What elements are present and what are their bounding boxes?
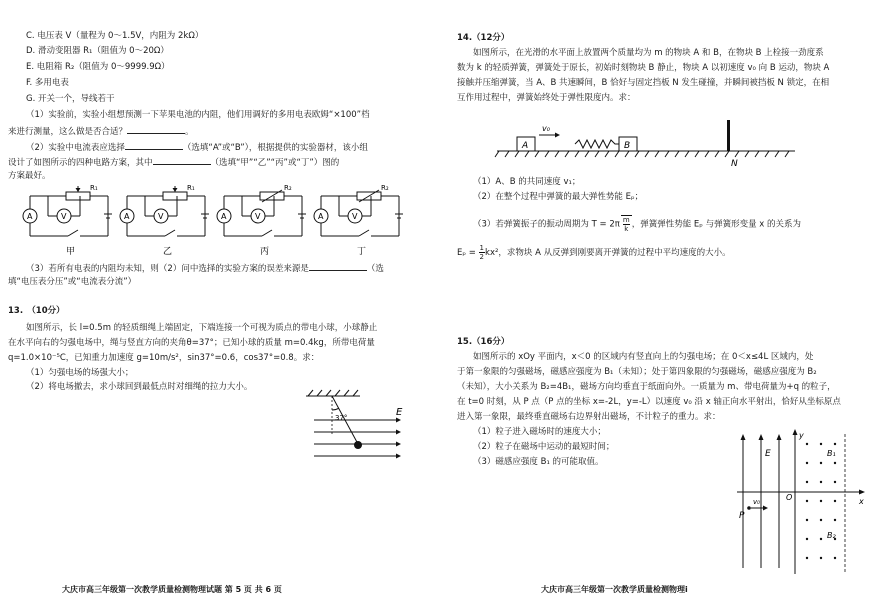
barrier-n-label: N [731,159,738,169]
q14-sub3-text-c: Eₚ = [457,248,479,258]
velocity-arrowhead [555,133,560,138]
q12-2-line1 [26,141,368,154]
field-dot [806,538,808,540]
q12-1-end: 。 [185,127,194,137]
switch [262,230,272,236]
voltmeter-label: V [352,212,358,221]
charged-ball [354,441,362,449]
angle-arc [332,408,339,410]
slider-arrow [173,188,178,192]
q15-sub3: （3）磁感应强度 B₁ 的可能取值。 [473,457,604,467]
ceiling-hatching [308,390,358,396]
circuit-1 [23,184,112,257]
q12-3-text-b: （选 [366,264,384,274]
magnetic-field-dots [806,443,836,559]
origin-label: O [786,493,793,502]
q13-line1: 如图所示，长 l=0.5m 的轻质细绳上端固定，下端连接一个可视为质点的带电小球，小球静止 [26,323,378,333]
field-label-e: E [396,407,403,418]
q14-heading: 14.（12分） [457,33,510,43]
field-dot [820,500,822,502]
field-dot [806,519,808,521]
option-f: F. 多用电表 [26,78,69,88]
particle-p-label: P [739,511,745,521]
q15-sub1: （1）粒子进入磁场时的速度大小； [473,427,606,437]
field-dot [820,519,822,521]
sqrt-num: m [622,216,630,224]
q13-line2: 在水平向右的匀强电场中，绳与竖直方向的夹角θ=37°；已知小球的质量 m=0.4kg，所带电荷量 [8,338,375,348]
slider-arrow [76,188,81,192]
q14-sub3-line1 [473,215,801,233]
block-b-label: B [624,141,631,151]
sqrt-den: k [624,225,629,233]
particle-p [747,506,751,510]
voltmeter-label: V [158,212,164,221]
field-lines [314,418,401,459]
half-num: 1 [479,244,485,252]
q14-sub3-text-b: ，弹簧弹性势能 Eₚ 与弹簧形变量 x 的关系为 [631,219,802,230]
q14-sub2: （2）在整个过程中弹簧的最大弹性势能 Eₚ； [473,192,644,202]
switch [165,230,175,236]
x-axis-arrow [859,490,865,495]
field-label-e: E [765,449,771,459]
ammeter-label: A [318,212,324,221]
y-axis-label: y [799,431,804,440]
particle-velocity-label: v₀ [753,498,760,506]
particle-velocity-arrowhead [763,506,768,511]
q15-line5: 进入第一象限，最终垂直磁场右边界射出磁场，不计粒子的重力。求： [457,412,721,422]
pendulum-figure [300,390,415,465]
voltmeter-label: V [61,212,67,221]
switch [359,230,369,236]
q14-sub3-text-a: （3）若弹簧振子的振动周期为 T = 2π [473,219,620,230]
b2-label: B₂ [827,531,836,540]
left-footer: 大庆市高三年级第一次教学质量检测物理试题 第 5 页 共 6 页 [62,585,282,594]
q12-1-text: 来进行测量，这么做是否合适？ [8,127,128,137]
q13-line3: q=1.0×10⁻⁵C，已知重力加速度 g=10m/s²，sin37°=0.6，cos37°=0.8。求： [8,353,320,363]
angle-label: 37° [335,414,348,422]
q12-2-text-d: （选填“甲”“乙”“丙”或“丁”）图的 [210,158,340,168]
q15-line4: 在 t=0 时刻，从 P 点（P 点的坐标 x=-2L，y=-L）以速度 v₀ 沿 x 轴正向水平射出，恰好从坐标原点 [457,397,841,407]
circuit-label: 丙 [260,247,270,257]
option-c: C. 电压表 V（量程为 0～1.5V，内阻为 2kΩ） [26,31,204,41]
field-dot [806,500,808,502]
resistor-label: R₂ [284,184,292,192]
q12-3-text-a: （3）若所有电表的内阻均未知，则（2）问中选择的实验方案的误差来源是 [26,264,309,274]
q13-sub1: （1）匀强电场的场强大小； [26,368,134,378]
q12-2-line3: 方案最好。 [8,171,51,181]
q12-1-line1: （1）实验前，实验小组想预测一下苹果电池的内阻，他们用调好的多用电表欧姆“×100”档 [26,110,370,120]
field-dot [806,481,808,483]
q13-heading: 13. （10分） [8,306,65,316]
spring-block-figure [495,115,805,170]
circuit-label: 丁 [357,247,367,257]
q14-line2: 数为 k 的轻质弹簧，弹簧处于原长，初始时刻物块 B 静止，物块 A 以初速度 v₀ 向 B 运动，物块 A [457,63,830,73]
q12-2-text-a: （2）实验中电流表应选择 [26,143,125,153]
field-dot [834,519,836,521]
q15-heading: 15.（16分） [457,337,510,347]
q12-3-line2: 填“电压表分压”或“电流表分流”） [8,277,137,287]
option-e: E. 电阻箱 R₂（阻值为 0～9999.9Ω） [26,62,170,72]
resistor [163,192,187,200]
circuit-3 [217,184,306,257]
field-dot [820,538,822,540]
option-g: G. 开关一个，导线若干 [26,94,115,104]
q15-line2: 于第一象限的匀强磁场，磁感应强度为 B₁（未知）；处于第四象限的匀强磁场，磁感应强度为 B₂ [457,367,817,377]
electric-field-lines [741,434,782,568]
ammeter-label: A [124,212,130,221]
y-axis-arrow [793,429,798,435]
q12-2-scheme-blank[interactable] [153,156,211,165]
voltmeter-label: V [255,212,261,221]
q14-sub1: （1）A、B 的共同速度 v₁； [473,177,581,187]
field-dot [834,443,836,445]
resistor-label: R₁ [187,184,195,192]
q14-line3: 接触并压缩弹簧，当 A、B 共速瞬间，B 恰好与固定挡板 N 发生碰撞，并瞬间被挡板 N 锁定，在相 [457,78,830,88]
field-dot [806,557,808,559]
q12-3-error-blank[interactable] [309,262,367,271]
q12-2-text-b: （选填“A”或“B”），根据提供的实验器材，该小组 [182,143,368,153]
field-dot [806,462,808,464]
field-dot [806,443,808,445]
velocity-label: v₀ [542,124,550,133]
right-footer: 大庆市高三年级第一次教学质量检测物理i [541,585,688,594]
q14-line4: 互作用过程中，弹簧始终处于弹性限度内。求： [457,93,636,103]
q12-2-text-c: 设计了如图所示的四种电路方案，其中 [8,158,153,168]
block-a-label: A [522,141,529,151]
q12-3-line1 [26,262,384,275]
q15-sub2: （2）粒子在磁场中运动的最短时间； [473,442,615,452]
q12-2-line2 [8,156,339,169]
field-dot [820,481,822,483]
spring [575,140,619,148]
half-den: 2 [479,253,485,261]
field-dot [820,462,822,464]
field-dot [834,462,836,464]
field-dot [834,557,836,559]
field-dot [834,500,836,502]
q12-1-line2 [8,125,194,138]
resistor [66,192,90,200]
switch [68,230,78,236]
q14-line1: 如图所示，在光滑的水平面上放置两个质量均为 m 的物块 A 和 B，在物块 B 上栓接一劲度系 [473,48,824,58]
circuit-label: 乙 [163,247,173,257]
q14-sub3-text-d: kx²，求物块 A 从反弹到刚要离开弹簧的过程中平均速度的大小。 [485,248,731,258]
ammeter-label: A [27,212,33,221]
q13-sub2: （2）将电场撤去，求小球回到最低点时对细绳的拉力大小。 [26,382,253,392]
q12-1-answer-blank[interactable] [127,125,185,134]
q12-2-ammeter-blank[interactable] [125,141,183,150]
circuit-2 [120,184,209,257]
field-dot [820,557,822,559]
q15-line3: （未知），大小关系为 B₂=4B₁，磁场方向均垂直于纸面向外。一质量为 m、带电荷量为+q 的粒子， [457,382,836,392]
b1-label: B₁ [827,449,836,458]
field-dot [820,443,822,445]
resistor-label: R₂ [381,184,389,192]
option-d: D. 滑动变阻器 R₁（阻值为 0～20Ω） [26,46,169,56]
x-axis-label: x [859,497,864,506]
circuit-diagrams [0,180,435,258]
q15-line1: 如图所示的 xOy 平面内，x＜0 的区域内有竖直向上的匀强电场；在 0＜x≤4L 区域内，处 [473,352,814,362]
ground-hatching [495,151,789,157]
circuit-4 [314,184,403,257]
q14-sub3-line2 [457,244,731,261]
field-dot [834,481,836,483]
resistor-label: R₁ [90,184,98,192]
barrier-n [727,120,730,151]
sqrt-fraction [621,215,632,233]
ammeter-label: A [221,212,227,221]
field-region-figure [735,428,870,578]
right-page [435,0,870,615]
circuit-label: 甲 [66,247,76,257]
